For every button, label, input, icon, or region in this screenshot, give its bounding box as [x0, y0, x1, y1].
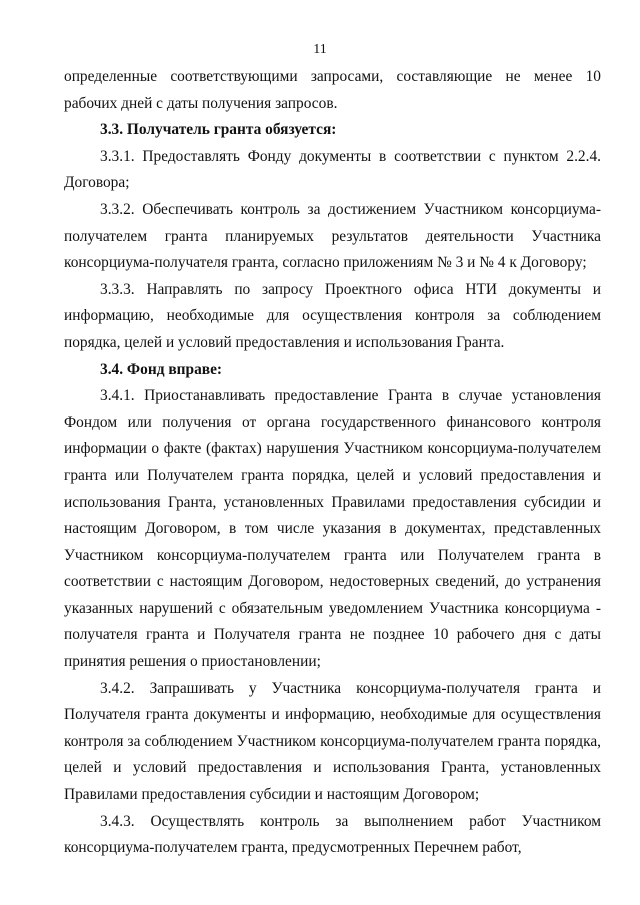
section-heading: 3.3. Получатель гранта обязуется:: [100, 121, 337, 139]
document-body: [64, 64, 601, 862]
paragraph: определенные соответствующими запросами, составляющие не менее 10 рабочих дней с даты получения запросов.: [64, 68, 601, 112]
paragraph: 3.3.2. Обеспечивать контроль за достижением Участником консорциума-получателем гранта планируемых результатов деятельности Участника консорциума-получателя гранта, согласно приложениям № 3 и № 4 к Договору;: [64, 200, 601, 272]
paragraph: 3.4.2. Запрашивать у Участника консорциума-получателя гранта и Получателя гранта документы и информацию, необходимые для осуществления контроля за соблюдением Участником консорциума-получателем гранта порядка, целей и условий предоставления и использования Гранта, установленных Правилами предоставления субсидии и настоящим Договором;: [64, 679, 601, 804]
paragraph: 3.3.1. Предоставлять Фонду документы в соответствии с пунктом 2.2.4. Договора;: [64, 147, 601, 192]
paragraph: 3.4.1. Приостанавливать предоставление Гранта в случае установления Фондом или получения от органа государственного финансового контроля информации о факте (фактах) нарушения Участником консорциума-получателем гранта или Получателем гранта порядка, целей и условий предоставления и использования Гранта, установленных Правилами предоставления субсидии и настоящим Договором, в том числе указания в документах, представленных Участником консорциума-получателем гранта или Получателем гранта в соответствии с настоящим Договором, недостоверных сведений, до устранения указанных нарушений с обязательным уведомлением Участника консорциума - получателя гранта и Получателя гранта не позднее 10 рабочего дня с даты принятия решения о приостановлении;: [64, 387, 601, 671]
page-number: 11: [313, 42, 327, 57]
section-heading: 3.4. Фонд вправе:: [100, 360, 223, 378]
paragraph: 3.3.3. Направлять по запросу Проектного офиса НТИ документы и информацию, необходимые для осуществления контроля за соблюдением порядка, целей и условий предоставления и использования Гранта.: [64, 280, 601, 351]
paragraph: 3.4.3. Осуществлять контроль за выполнением работ Участником консорциума-получателем гранта, предусмотренных Перечнем работ,: [64, 812, 601, 857]
